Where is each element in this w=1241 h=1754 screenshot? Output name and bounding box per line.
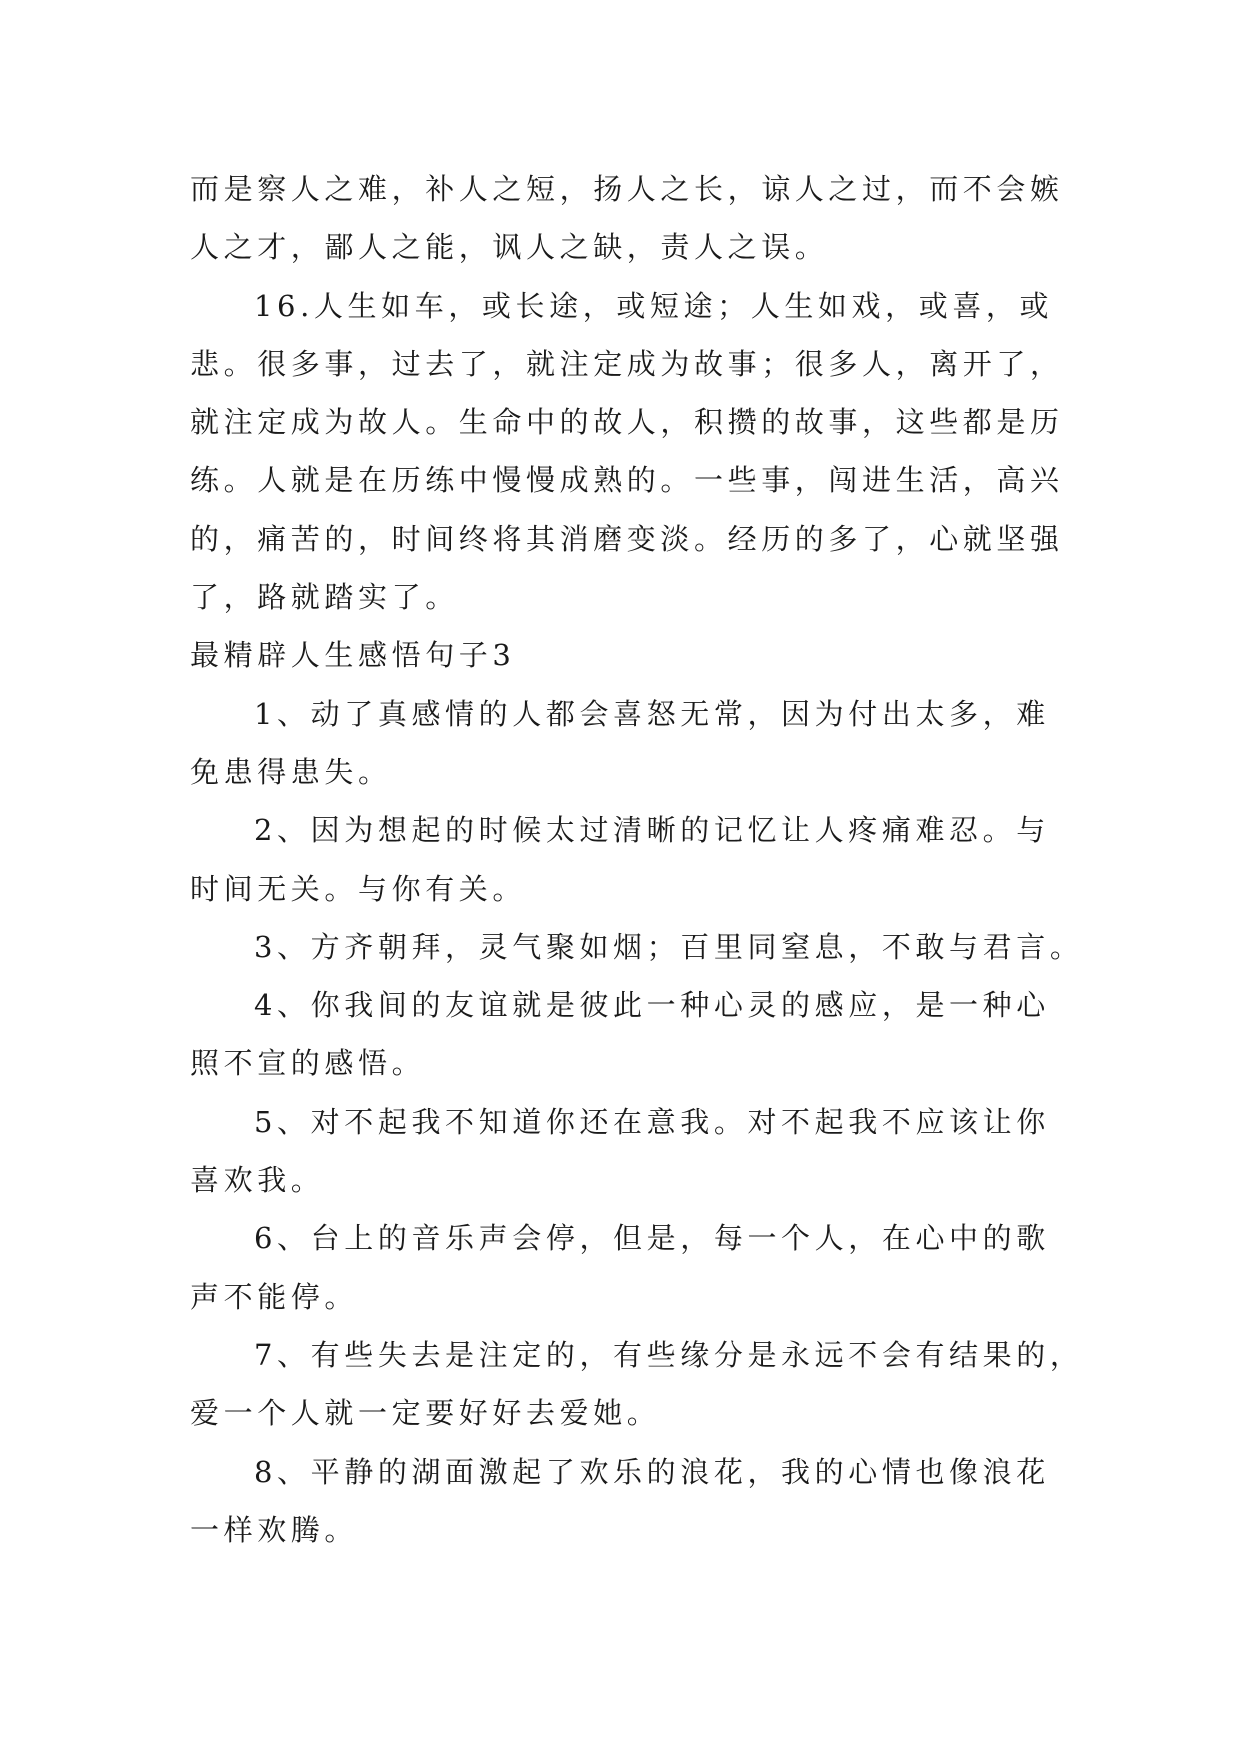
text-line: 喜欢我。 — [190, 1163, 325, 1198]
list-item-5: 5、对不起我不知道你还在意我。对不起我不应该让你 — [254, 1104, 1050, 1139]
list-item-2: 2、因为想起的时候太过清晰的记忆让人疼痛难忍。与 — [254, 813, 1050, 848]
text-line: 免患得患失。 — [190, 754, 392, 789]
text-line: 的，痛苦的，时间终将其消磨变淡。经历的多了，心就坚强 — [190, 521, 1064, 556]
list-item-3: 3、方齐朝拜，灵气聚如烟；百里同窒息，不敢与君言。 — [254, 929, 1084, 964]
section-heading: 最精辟人生感悟句子3 — [190, 638, 516, 673]
list-item-7: 7、有些失去是注定的，有些缘分是永远不会有结果的， — [254, 1337, 1084, 1372]
text-line: 了，路就踏实了。 — [190, 580, 459, 615]
text-line: 人之才，鄙人之能，讽人之缺，责人之误。 — [190, 230, 829, 265]
list-item-4: 4、你我间的友谊就是彼此一种心灵的感应，是一种心 — [254, 988, 1050, 1023]
text-line: 悲。很多事，过去了，就注定成为故事；很多人，离开了， — [190, 346, 1064, 381]
text-line: 而是察人之难，补人之短，扬人之长，谅人之过，而不会嫉 — [190, 172, 1064, 206]
list-item-6: 6、台上的音乐声会停，但是，每一个人，在心中的歌 — [254, 1221, 1050, 1256]
list-item-8: 8、平静的湖面激起了欢乐的浪花，我的心情也像浪花 — [254, 1454, 1050, 1489]
text-line: 就注定成为故人。生命中的故人，积攒的故事，这些都是历 — [190, 405, 1064, 440]
paragraph-start-16: 16.人生如车，或长途，或短途；人生如戏，或喜，或 — [254, 288, 1054, 323]
text-line: 时间无关。与你有关。 — [190, 871, 527, 906]
text-line: 声不能停。 — [190, 1279, 359, 1314]
text-line: 照不宣的感悟。 — [190, 1046, 426, 1081]
text-line: 爱一个人就一定要好好去爱她。 — [190, 1396, 661, 1431]
list-item-1: 1、动了真感情的人都会喜怒无常，因为付出太多，难 — [254, 696, 1050, 731]
text-line: 练。人就是在历练中慢慢成熟的。一些事，闯进生活，高兴 — [190, 463, 1064, 498]
text-line: 一样欢腾。 — [190, 1512, 359, 1547]
document-page — [190, 160, 1084, 1559]
